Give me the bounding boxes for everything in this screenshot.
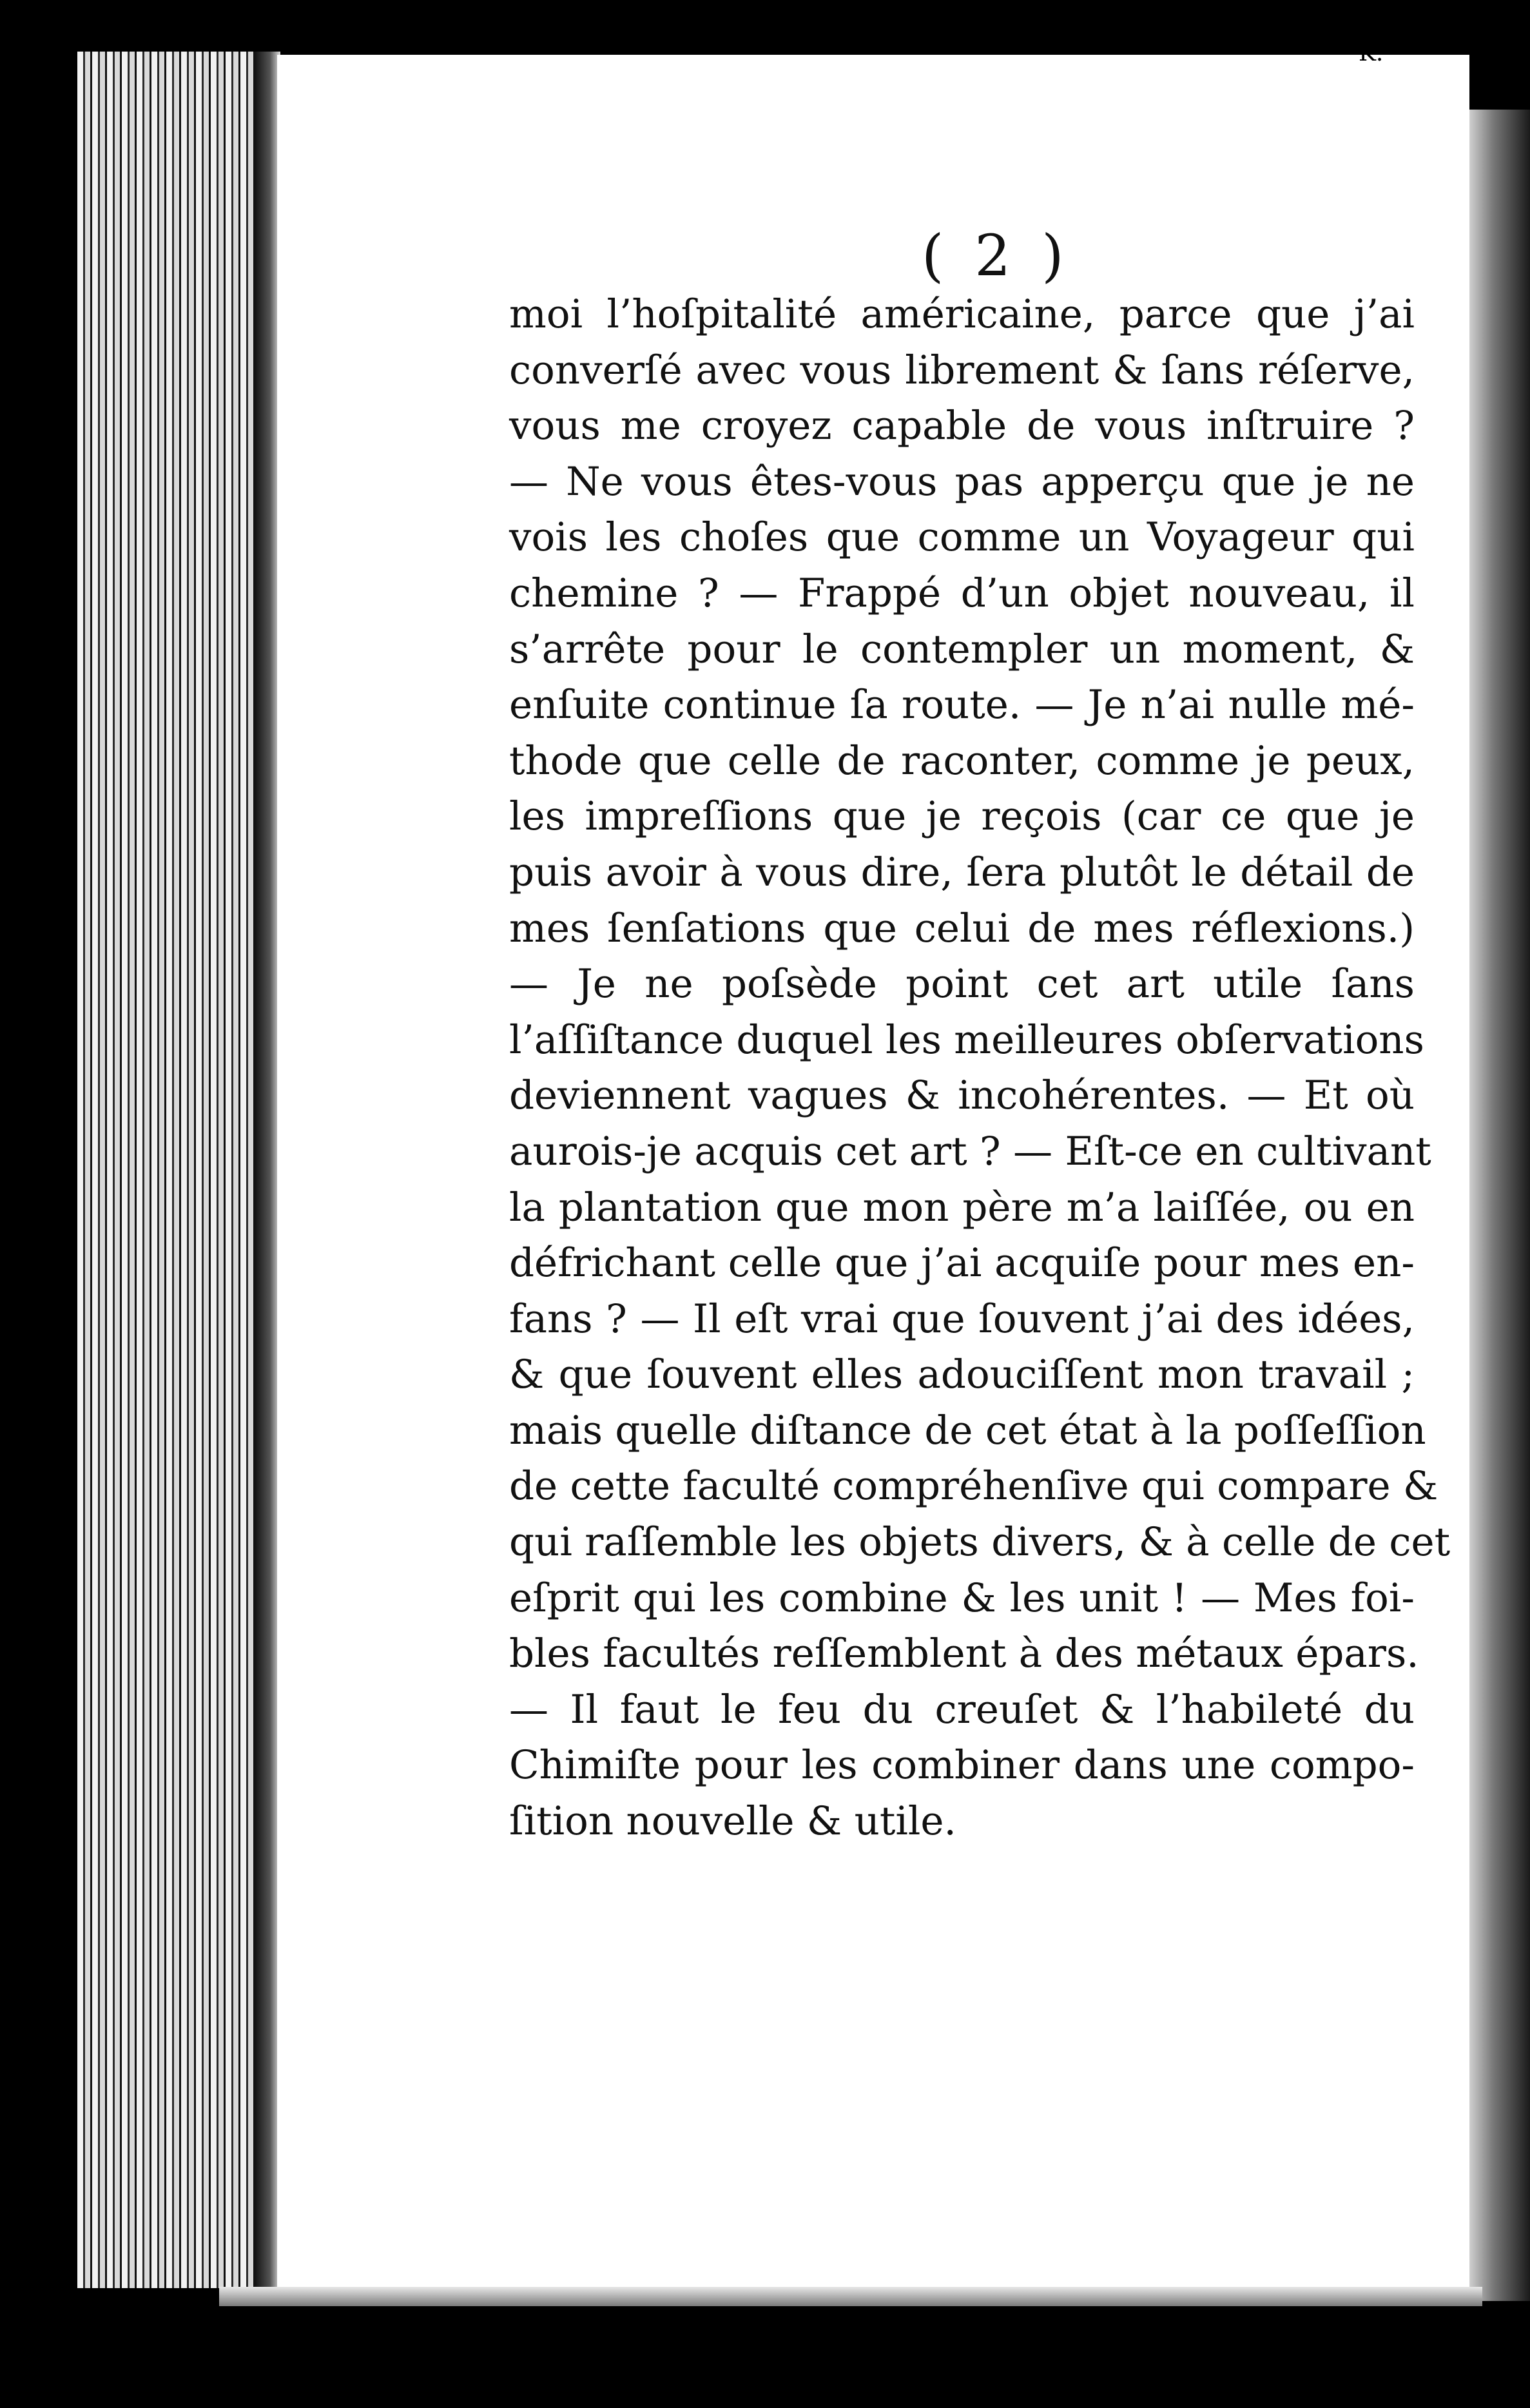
- text-line: les impreſſions que je reçois (car ce que je: [509, 793, 1415, 840]
- text-line: qui raſſemble les objets divers, & à celle de cet: [509, 1519, 1451, 1566]
- text-line: fans ? — Il eſt vrai que ſouvent j’ai des idées,: [509, 1296, 1415, 1342]
- text-line: mes ſenſations que celui de mes réflexions.): [509, 905, 1415, 951]
- text-line: converſé avec vous librement & ſans réſerve,: [509, 347, 1415, 393]
- text-line: bles facultés reſſemblent à des métaux épars.: [509, 1631, 1419, 1677]
- text-line: & que ſouvent elles adouciſſent mon travail ;: [509, 1352, 1415, 1398]
- text-line: de cette faculté compréhenſive qui compare &: [509, 1463, 1438, 1510]
- body-text: [509, 287, 1451, 1850]
- text-line: défrichant celle que j’ai acquiſe pour mes en-: [509, 1240, 1415, 1287]
- page-number: ( 2 ): [922, 222, 1070, 289]
- text-line: — Je ne poſsède point cet art utile ſans: [509, 961, 1415, 1007]
- text-line: vois les choſes que comme un Voyageur qui: [509, 514, 1415, 561]
- text-line: — Il faut le feu du creuſet & l’habileté du: [509, 1686, 1415, 1733]
- text-line: puis avoir à vous dire, ſera plutôt le détail de: [509, 849, 1415, 895]
- text-line: eſprit qui les combine & les unit ! — Mes foi-: [509, 1575, 1415, 1621]
- gutter-shadow: [255, 52, 280, 2288]
- text-line: thode que celle de raconter, comme je peux,: [509, 737, 1415, 784]
- text-line: s’arrête pour le contempler un moment, &: [509, 626, 1415, 672]
- corner-mark: K.: [1359, 40, 1384, 66]
- right-page-shadow: [1469, 110, 1530, 2301]
- text-line: ſition nouvelle & utile.: [509, 1798, 956, 1845]
- text-line: vous me croyez capable de vous inſtruire ?: [509, 403, 1415, 449]
- text-line: Chimiſte pour les combiner dans une compo-: [509, 1742, 1415, 1789]
- text-line: — Ne vous êtes-vous pas apperçu que je ne: [509, 458, 1415, 505]
- text-line: la plantation que mon père m’a laiſſée, ou en: [509, 1184, 1415, 1230]
- text-line: mais quelle diſtance de cet état à la poſſeſſion: [509, 1407, 1426, 1453]
- bottom-page-edge: [219, 2287, 1482, 2306]
- text-line: l’aſſiſtance duquel les meilleures obſervations: [509, 1016, 1424, 1063]
- text-line: aurois-je acquis cet art ? — Eſt-ce en cultivant: [509, 1128, 1431, 1174]
- text-line: enſuite continue ſa route. — Je n’ai nulle mé-: [509, 682, 1415, 728]
- book-page-edges: [77, 52, 271, 2288]
- text-line: moi l’hoſpitalité américaine, parce que j’ai: [509, 291, 1415, 337]
- text-line: deviennent vagues & incohérentes. — Et où: [509, 1073, 1415, 1119]
- text-line: chemine ? — Frappé d’un objet nouveau, il: [509, 570, 1415, 616]
